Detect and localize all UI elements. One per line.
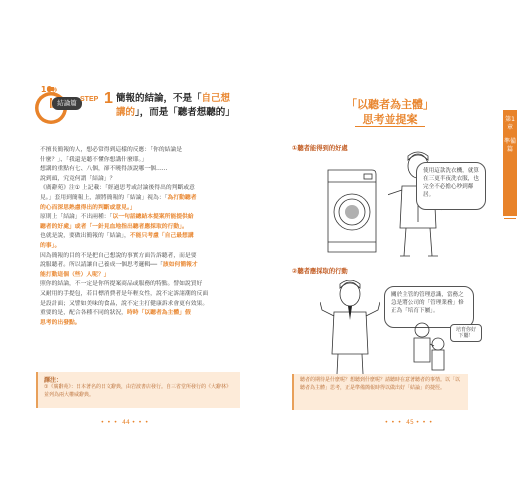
body-line [40, 184, 236, 194]
speech-bubble-action: 關於主管的管理意識，當務之急是將公司的「管理業務」修正為「培育下屬」。 [384, 286, 474, 328]
category-badge: 結論篇 [52, 97, 82, 110]
body-line-text: 說到頭，究竟何謂「結論」？ [40, 175, 116, 182]
body-line-emphasis: 以一句話總結本提案所能提供給 [112, 214, 194, 221]
body-line [40, 213, 236, 223]
body-line-emphasis: 聽者的好處」或者「一針見血地指出聽者應採取的行動」。 [40, 223, 188, 230]
body-line-text: 是設計面；又譬如美味的食品，說不定主打健康訴求會更有效果。 [40, 300, 209, 307]
body-line [40, 146, 236, 156]
body-line [40, 156, 236, 166]
body-text [40, 146, 236, 328]
right-subtitle: 思考並提案 [362, 113, 418, 126]
note-title: 譯注： [44, 377, 63, 384]
body-line-emphasis: 為打動聽者 [167, 194, 197, 201]
body-line-emphasis: 不能只考慮「自己最想講 [129, 233, 194, 240]
body-line-emphasis: 時時「以聽者為主體」假 [126, 310, 191, 317]
body-line-text: 《廣辭苑》注① 上記載：「經過思考或討論後得出的判斷或意 [40, 185, 195, 192]
body-line [40, 204, 236, 214]
section-label-action: ②聽者應採取的行動 [292, 268, 348, 275]
side-tab-chapter: 第1章 [505, 116, 515, 131]
translator-note [36, 372, 240, 408]
body-line-text: 重要的是，配合各種不同的狀況， [40, 310, 127, 317]
body-line [40, 223, 236, 233]
body-line-emphasis: 思考的出發點。 [40, 319, 81, 326]
body-line-emphasis: 的心而深思熟慮得出的判斷或意見。」 [40, 204, 136, 211]
body-line-text: 想講的重點有七、八個，卻不曉得該說哪一個…… [40, 166, 168, 173]
side-tab-separator [504, 218, 516, 219]
businessman-shrugging-illustration [320, 280, 380, 376]
body-line-text: 見。」套用到簡報上，讀將簡報的「結論」視為：「 [40, 194, 168, 201]
body-line [40, 271, 236, 281]
body-line-text: 原則上「結論」不出兩種：「 [40, 214, 113, 221]
body-line [40, 261, 236, 271]
step-number: 1 [104, 90, 113, 107]
right-page [260, 0, 520, 500]
washing-machine-illustration [322, 166, 382, 258]
timer-label: 10秒 [40, 85, 58, 94]
note-text: ①《廣辭苑》：日本著名的日文辭典，由岩波書店發行。自三省堂所發行的《大辭林》並列為兩大權威辭典。 [44, 384, 231, 398]
body-line [40, 232, 236, 242]
body-line-text: 什麼？」、「我還是聽不懂你想講什麼耶。」 [40, 156, 148, 163]
body-line-text: 不擅長簡報的人，想必常得到這樣的反應：「你的結論是 [40, 147, 183, 153]
body-line-text: 說服聽者。所以請讓自己養成一個思考邏輯──「 [40, 262, 163, 269]
page-number-left: ••• 44 ••• [100, 419, 152, 426]
body-line [40, 252, 236, 262]
heading-line: 簡報的結論，不是「自己想 [116, 93, 231, 104]
body-line-text: 因為簡報的目的不是把自己想說的事實方面告訴聽者，而是要 [40, 252, 197, 259]
right-title: 「以聽者為主體」 [346, 98, 434, 111]
section-label-benefit: ①聽者能得到的好處 [292, 145, 348, 152]
body-line [40, 290, 236, 300]
body-line [40, 175, 236, 185]
manager-staff-illustration [408, 318, 448, 374]
body-line [40, 319, 236, 329]
page-heading [116, 92, 240, 120]
body-line-text: 也就是說，要做出簡報的「結論」， [40, 233, 130, 240]
body-line-emphasis: 的事」。 [40, 242, 61, 249]
side-tab-text: 準備篇 [503, 138, 516, 153]
heading-line: 講的」，而是「聽者想聽的」 [116, 107, 235, 118]
page-number-right: ••• 45 ••• [384, 419, 436, 426]
body-line-emphasis: 該如何簡報才 [162, 262, 198, 269]
body-line [40, 300, 236, 310]
body-line [40, 165, 236, 175]
body-line-text: 又耐用的手提包，若目標消費者是年輕女性，說不定訴諸潮的反面 [40, 290, 209, 297]
body-line [40, 242, 236, 252]
body-line-text: 照你的結論，不一定是你所提案商品或服務的特點。譬如說買好 [40, 281, 203, 288]
summary-note: 聽者的期待是什麼呢？想聽到什麼呢？請聽時在意著聽者的事情。以「以聽者為主體」思考，正是準備簡報時得以做出好「結論」的捷徑。 [292, 374, 468, 410]
body-line [40, 280, 236, 290]
speech-bubble-benefit: 使用這款洗衣機，就算在三更半夜洗衣服，也完全不必擔心吵到鄰居。 [416, 162, 486, 210]
body-line [40, 194, 236, 204]
body-line [40, 309, 236, 319]
step-label: STEP [80, 96, 99, 103]
subtitle-underline [355, 126, 425, 127]
tag-label: 培育你好下屬！ [450, 324, 482, 342]
chapter-side-tab [503, 110, 517, 216]
body-line-emphasis: 能打動這個（些）人呢？」 [40, 271, 110, 278]
